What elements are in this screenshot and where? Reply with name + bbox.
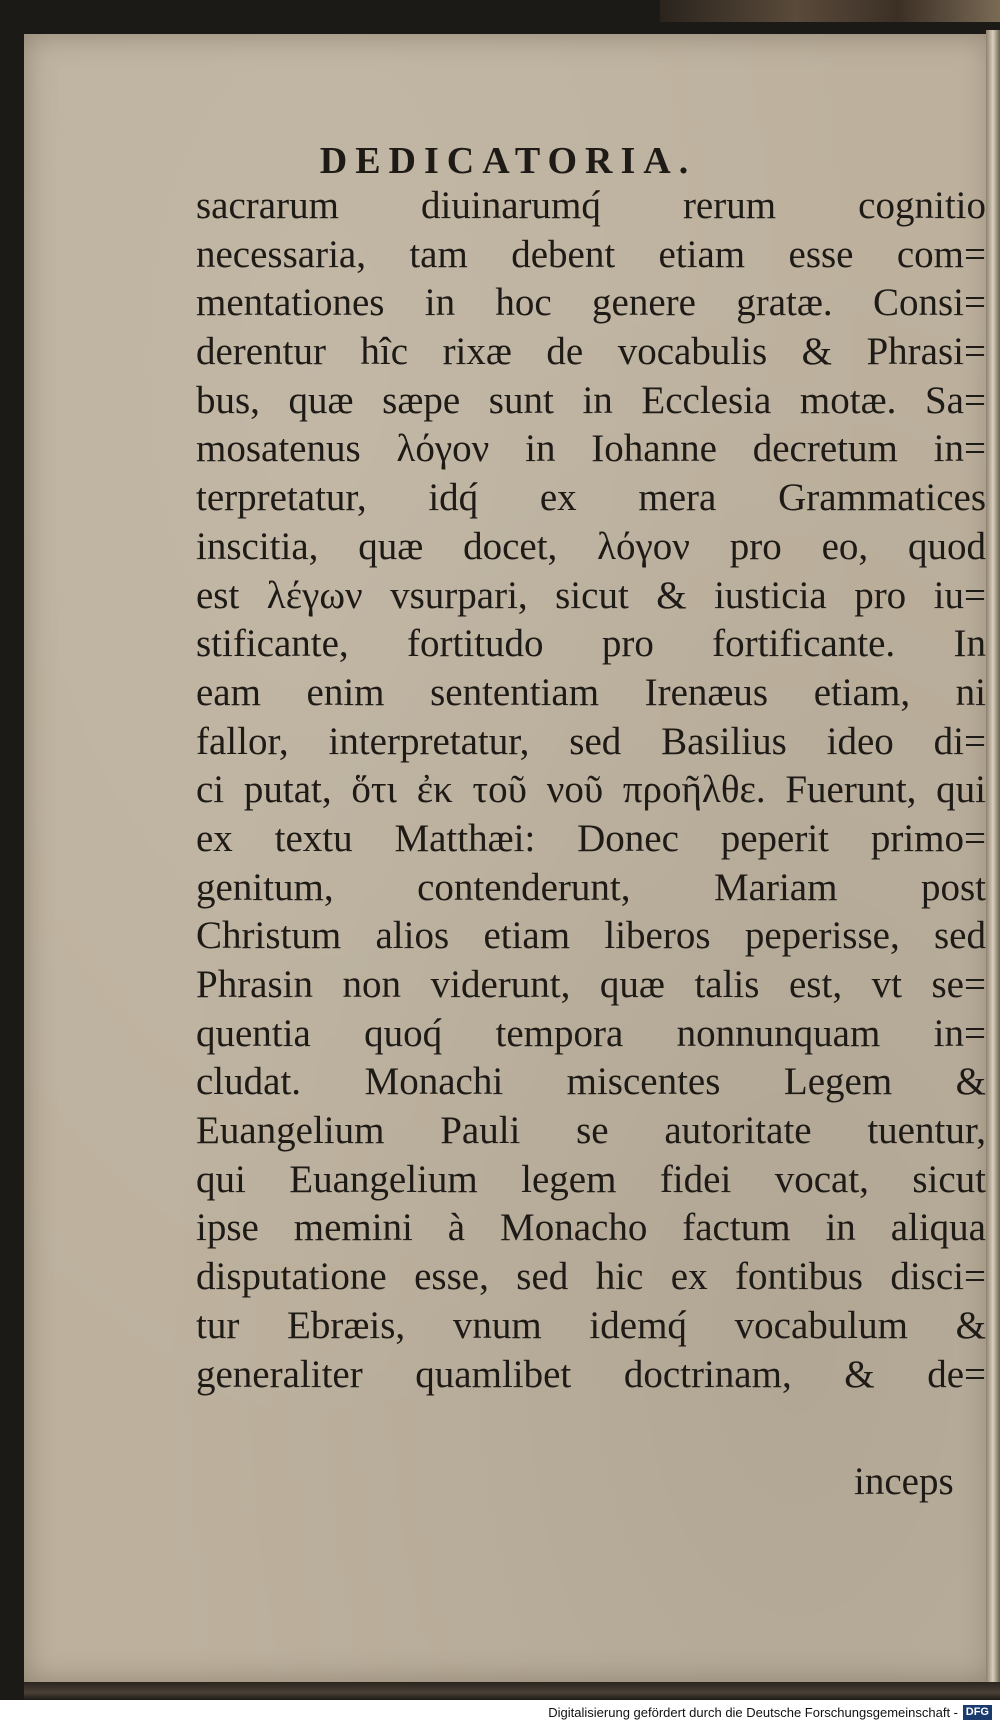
- text-line: stificante, fortitudo pro fortificante. In: [196, 622, 986, 666]
- text-line: disputatione esse, sed hic ex fontibus disci=: [196, 1255, 986, 1299]
- text-line: generaliter quamlibet doctrinam, & de=: [196, 1352, 986, 1396]
- text-line: ci putat, ὅτι ἐκ τοῦ νοῦ προῆλθε. Fuerunt, qui: [196, 768, 986, 812]
- text-line: mosatenus λόγον in Iohanne decretum in=: [196, 427, 986, 471]
- text-line: mentationes in hoc genere gratæ. Consi=: [196, 281, 986, 325]
- dfg-logo: DFG: [963, 1705, 992, 1720]
- text-line: eam enim sententiam Irenæus etiam, ni: [196, 670, 986, 714]
- text-line: ex textu Matthæi: Donec peperit primo=: [196, 816, 986, 860]
- text-line: genitum, contenderunt, Mariam post: [196, 865, 986, 909]
- text-line: tur Ebræis, vnum idemq́ vocabulum &: [196, 1303, 986, 1347]
- text-line: sacrarum diuinarumq́ rerum cognitio: [196, 184, 986, 227]
- text-line: qui Euangelium legem fidei vocat, sicut: [196, 1157, 986, 1201]
- text-line: terpretatur, idq́ ex mera Grammatices: [196, 476, 986, 520]
- text-line: derentur hîc rixæ de vocabulis & Phrasi=: [196, 330, 986, 374]
- catchword: inceps: [854, 1460, 954, 1503]
- footer-bar: [0, 1700, 1000, 1726]
- running-head: DEDICATORIA.: [319, 140, 697, 182]
- text-line: cludat. Monachi miscentes Legem &: [196, 1060, 986, 1104]
- text-line: quentia quoq́ tempora nonnunquam in=: [196, 1011, 986, 1055]
- book-fore-edge: [986, 30, 1000, 1690]
- book-bottom-edge: [24, 1682, 1000, 1700]
- text-line: fallor, interpretatur, sed Basilius ideo di=: [196, 719, 986, 763]
- text-line: ipse memini à Monacho factum in aliqua: [196, 1206, 986, 1250]
- funding-credit: Digitalisierung gefördert durch die Deutsche Forschungsgemeinschaft -: [548, 1705, 958, 1720]
- text-line: Euangelium Pauli se autoritate tuentur,: [196, 1109, 986, 1153]
- text-line: inscitia, quæ docet, λόγον pro eo, quod: [196, 524, 986, 568]
- text-line: est λέγων vsurpari, sicut & iusticia pro iu=: [196, 573, 986, 617]
- text-line: bus, quæ sæpe sunt in Ecclesia motæ. Sa=: [196, 378, 986, 422]
- body-text: [196, 182, 986, 1399]
- text-line: Phrasin non viderunt, quæ talis est, vt se=: [196, 963, 986, 1006]
- paper-page: [24, 34, 992, 1682]
- text-line: necessaria, tam debent etiam esse com=: [196, 232, 986, 276]
- book-top-edge: [660, 0, 1000, 22]
- text-line: Christum alios etiam liberos peperisse, sed: [196, 914, 986, 958]
